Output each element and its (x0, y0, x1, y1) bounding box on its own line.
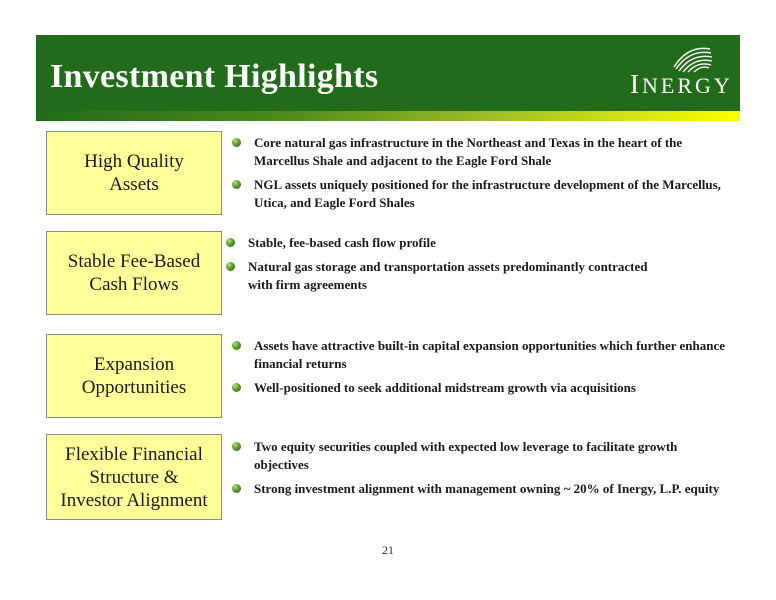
bullet-icon (232, 180, 241, 189)
bullet-list-stable-fee-based-cash-flows (226, 234, 666, 300)
logo-wordmark: INERGY (630, 69, 733, 99)
list-item: Core natural gas infrastructure in the Northeast and Texas in the heart of the Marcellus Shale and adjacent to the Eagle Ford Shale (232, 134, 732, 170)
list-item: Two equity securities coupled with expected low leverage to facilitate growth objectives (232, 438, 722, 474)
section-label-expansion-opportunities: Expansion Opportunities (46, 334, 222, 418)
bullet-icon (226, 238, 235, 247)
gradient-divider (36, 111, 740, 121)
list-item: NGL assets uniquely positioned for the infrastructure development of the Marcellus, Utica, and Eagle Ford Shales (232, 176, 732, 212)
section-label-flexible-financial-structure: Flexible Financial Structure & Investor Alignment (46, 434, 222, 520)
bullet-list-expansion-opportunities (232, 337, 732, 403)
list-item: Strong investment alignment with management owning ~ 20% of Inergy, L.P. equity (232, 480, 722, 498)
bullet-list-flexible-financial-structure (232, 438, 722, 504)
bullet-icon (232, 138, 241, 147)
page-title: Investment Highlights (50, 58, 379, 95)
list-item: Natural gas storage and transportation assets predominantly contracted with firm agreements (226, 258, 666, 294)
section-label-stable-fee-based-cash-flows: Stable Fee-Based Cash Flows (46, 231, 222, 315)
bullet-icon (232, 341, 241, 350)
bullet-icon (232, 484, 241, 493)
inergy-logo (624, 43, 740, 105)
globe-icon (670, 43, 714, 73)
list-item: Stable, fee-based cash flow profile (226, 234, 666, 252)
list-item: Well-positioned to seek additional midstream growth via acquisitions (232, 379, 732, 397)
bullet-list-high-quality-assets (232, 134, 732, 218)
title-banner (36, 35, 740, 111)
page-number: 21 (382, 543, 394, 557)
bullet-icon (232, 442, 241, 451)
bullet-icon (226, 262, 235, 271)
bullet-icon (232, 383, 241, 392)
section-label-high-quality-assets: High Quality Assets (46, 131, 222, 215)
list-item: Assets have attractive built-in capital expansion opportunities which further enhance financial returns (232, 337, 732, 373)
